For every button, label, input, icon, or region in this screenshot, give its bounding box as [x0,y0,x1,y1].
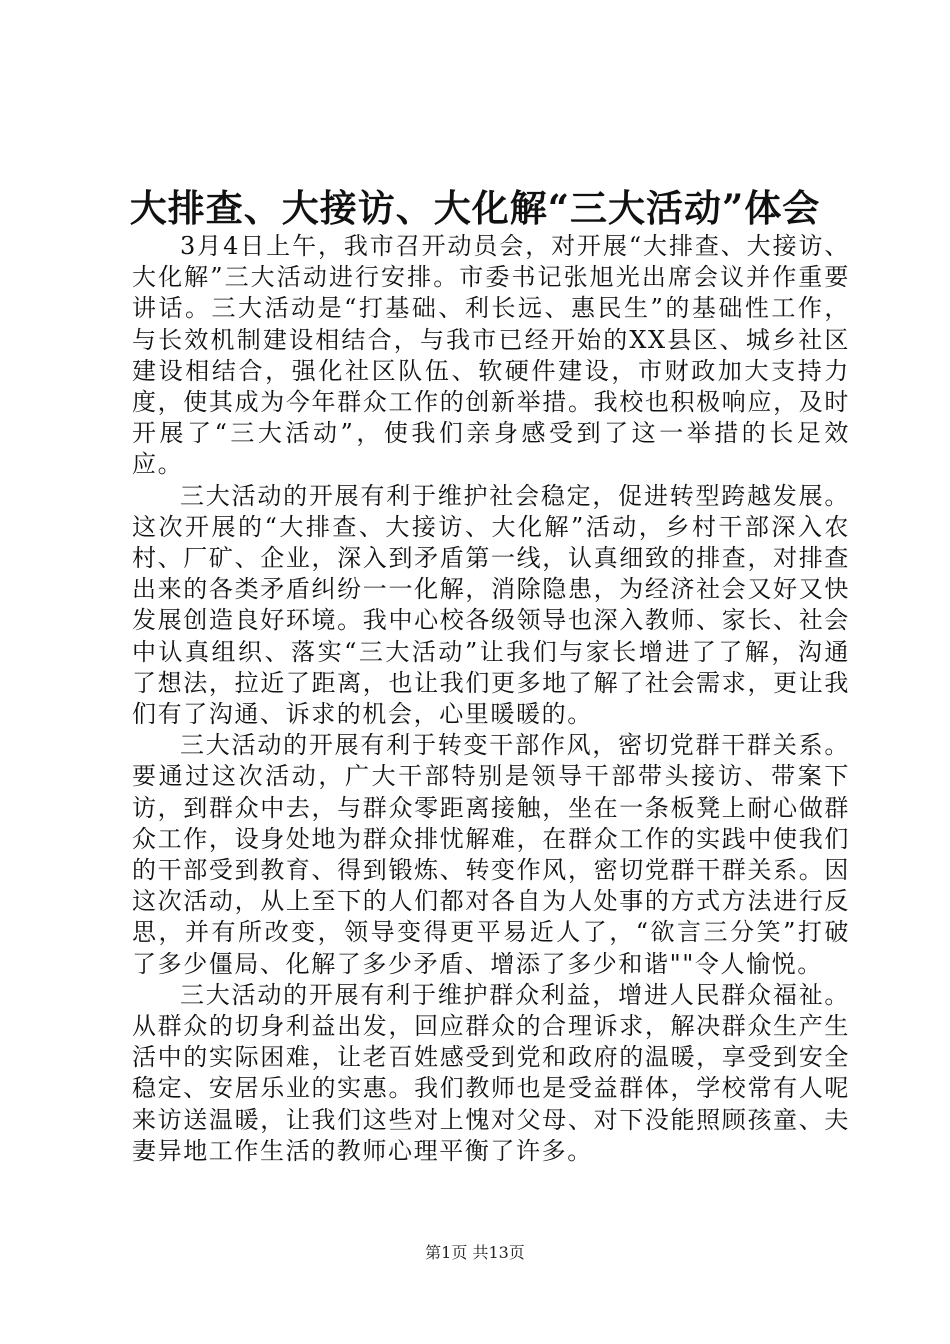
document-title: 大排查、大接访、大化解“三大活动”体会 [129,186,821,230]
paragraph-1: 3月4日上午，我市召开动员会，对开展“大排查、大接访、大化解”三大活动进行安排。市委书记张旭光出席会议并作重要讲话。三大活动是“打基础、利长远、惠民生”的基础性工作，与长效机制建设相结合，与我市已经开始的XX县区、城乡社区建设相结合，强化社区队伍、软硬件建设，市财政加大支持力度，使其成为今年群众工作的创新举措。我校也积极响应，及时开展了“三大活动”，使我们亲身感受到了这一举措的长足效应。 [132,232,850,479]
paragraph-2: 三大活动的开展有利于维护社会稳定，促进转型跨越发展。这次开展的“大排查、大接访、大化解”活动，乡村干部深入农村、厂矿、企业，深入到矛盾第一线，认真细致的排查，对排查出来的各类矛盾纠纷一一化解，消除隐患，为经济社会又好又快发展创造良好环境。我中心校各级领导也深入教师、家长、社会中认真组织、落实“三大活动”让我们与家长增进了了解，沟通了想法，拉近了距离，也让我们更多地了解了社会需求，更让我们有了沟通、诉求的机会，心里暖暖的。 [132,481,850,729]
paragraph-3: 三大活动的开展有利于转变干部作风，密切党群干群关系。要通过这次活动，广大干部特别是领导干部带头接访、带案下访，到群众中去，与群众零距离接触，坐在一条板凳上耐心做群众工作，设身处地为群众排忧解难，在群众工作的实践中使我们的干部受到教育、得到锻炼、转变作风，密切党群干群关系。因这次活动，从上至下的人们都对各自为人处事的方式方法进行反思，并有所改变，领导变得更平易近人了，“欲言三分笑”打破了多少僵局、化解了多少矛盾、增添了多少和谐""令人愉悦。 [132,731,850,978]
document-body [132,231,850,1167]
paragraph-4: 三大活动的开展有利于维护群众利益，增进人民群众福祉。从群众的切身利益出发，回应群众的合理诉求，解决群众生产生活中的实际困难，让老百姓感受到党和政府的温暖，享受到安全稳定、安居乐业的实惠。我们教师也是受益群体，学校常有人呢来访送温暖，让我们这些对上愧对父母、对下没能照顾孩童、夫妻异地工作生活的教师心理平衡了许多。 [132,980,850,1165]
page-footer: 第1页 共13页 [425,1243,525,1262]
